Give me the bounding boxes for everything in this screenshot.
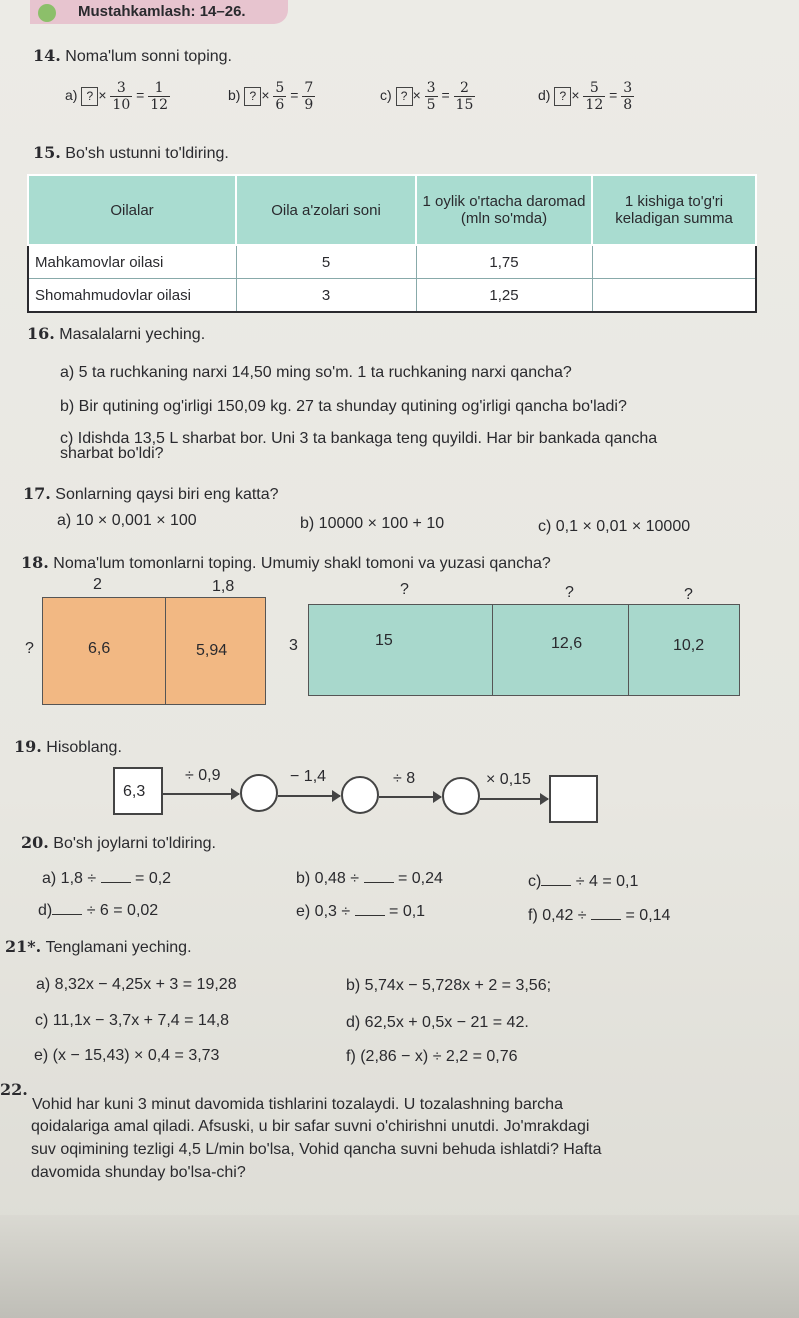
table-header: 1 kishiga to'g'ri keladigan summa bbox=[592, 175, 756, 245]
q22-line: davomida shunday bo'lsa-chi? bbox=[31, 1164, 246, 1181]
table-header: 1 oylik o'rtacha daromad (mln so'mda) bbox=[416, 175, 592, 245]
unknown-box: ? bbox=[244, 87, 261, 106]
op-label: − 1,4 bbox=[290, 768, 327, 785]
q14-number: 14. bbox=[33, 46, 61, 65]
right-top-label: ? bbox=[684, 586, 693, 603]
q14-item-d: d) ? × $\frac{5}{12}$ = $\frac{3}{8}$ bbox=[538, 80, 633, 113]
q21-c: c) 11,1x − 3,7x + 7,4 = 14,8 bbox=[35, 1012, 230, 1029]
left-top-label: 1,8 bbox=[212, 578, 235, 595]
q21-e: e) (x − 15,43) × 0,4 = 3,73 bbox=[34, 1047, 220, 1064]
page-shadow bbox=[0, 1215, 799, 1318]
q22-line: Vohid har kuni 3 minut davomida tishlarini tozalaydi. U tozalashning barcha bbox=[32, 1096, 563, 1113]
q16-heading: 16. Masalalarni yeching. bbox=[27, 324, 206, 343]
q14-item-c: c) ? × $\frac{3}{5}$ = $\frac{2}{15}$ bbox=[380, 80, 474, 113]
q20-d: d) ÷ 6 = 0,02 bbox=[38, 902, 159, 919]
q14-item-b: b) ? × $\frac{5}{6}$ = $\frac{7}{9}$ bbox=[228, 80, 314, 113]
q22-line: qoidalariga amal qiladi. Afsuski, u bir safar suvni o'chirishni unutdi. Jo'mrakdagi bbox=[31, 1118, 590, 1135]
right-top-label: ? bbox=[400, 581, 409, 598]
q21-heading: 21*. Tenglamani yeching. bbox=[5, 937, 192, 956]
right-top-label: ? bbox=[565, 584, 574, 601]
q20-a: a) 1,8 ÷ = 0,2 bbox=[42, 870, 172, 887]
q20-heading: 20. Bo'sh joylarni to'ldiring. bbox=[21, 833, 216, 852]
q21-a: a) 8,32x − 4,25x + 3 = 19,28 bbox=[36, 976, 237, 993]
table-header: Oila a'zolari soni bbox=[236, 175, 416, 245]
right-side-label: 3 bbox=[289, 637, 298, 654]
q16-c-cont: sharbat bo'ldi? bbox=[60, 445, 164, 462]
unknown-box: ? bbox=[554, 87, 571, 106]
arrow-icon bbox=[163, 793, 239, 795]
op-label: × 0,15 bbox=[486, 771, 531, 788]
unknown-box: ? bbox=[81, 87, 98, 106]
section-header bbox=[30, 0, 288, 24]
table-row: Shomahmudovlar oilasi 3 1,25 bbox=[28, 279, 756, 313]
unknown-box: ? bbox=[396, 87, 413, 106]
q17-heading: 17. Sonlarning qaysi biri eng katta? bbox=[23, 484, 279, 503]
textbook-page: Mustahkamlash: 14–26. 14. Noma'lum sonni toping. a) ? × $\frac{3}{10}$ = $\frac{1}{12}$ b) ? × $\frac{5}{6}$ = $\frac{7}{9}$ c) ? × $\frac{3}{5}$ = $\frac{2}{15}$ d) ? × $\frac{5}{12}$ = $\frac{3}{8}$ 15. Bo'sh ustunni to'ldiring. Oilalar Oila a'zolari soni 1 oylik o'rtacha daromad (mln so'mda) 1 kishiga to'g'ri keladigan summa Mahkamovlar oilasi 5 1,75 Shomahmudovlar oilasi 3 1,25 16. Masalalarni yeching. a) 5 ta ruchkaning narxi 14,50 ming so'm. 1 ta ruchkaning narxi qancha? b) Bir qutining og'irligi 150,09 kg. 27 ta shunday qutining og'irligi qancha bo'ladi? c) Idishda 13,5 L sharbat bor. Uni 3 ta bankaga teng quyildi. Har bir bankada qancha sharbat bo'ldi? 17. Sonlarning qaysi biri eng katta? a) 10 × 0,001 × 100 b) 10000 × 100 + 10 c) 0,1 × 0,01 × 10000 18. Noma'lum tomonlarni toping. Umumiy shakl tomoni va yuzasi qancha? 2 1,8 ? 6,6 5,94 ? ? ? 3 15 12,6 10,2 19. Hisoblang. 6,3 ÷ 0,9 − 1,4 ÷ 8 × 0,15 20. Bo'sh joylarni to'ldiring. a) 1,8 ÷ = 0,2 b) 0,48 ÷ = 0,24 c) ÷ 4 = 0,1 d) ÷ 6 = 0,02 e) 0,3 ÷ = 0,1 f) 0,42 ÷ = 0,14 21*. Tenglamani yeching. a) 8,32x − 4,25x + 3 = 19,28 b) 5,74x − 5,728x + 2 = 3,56; c) 11,1x − 3,7x + 7,4 = 14,8 d) 62,5x + 0,5x − 21 = 42. e) (x − 15,43) × 0,4 = 3,73 f) (2,86 − x) ÷ 2,2 = 0,76 22. Vohid har kuni 3 minut davomida tishlarini tozalaydi. U tozalashning barcha qoidalariga amal qiladi. Afsuski, u bir safar suvni o'chirishni unutdi. Jo'mrakdagi suv oqimining tezligi 4,5 L/min bo'lsa, Vohid qancha suvni behuda ishlatdi? Hafta davomida shunday bo'lsa-chi? bbox=[0, 0, 799, 1318]
table-row: Mahkamovlar oilasi 5 1,75 bbox=[28, 245, 756, 279]
q22-line: suv oqimining tezligi 4,5 L/min bo'lsa, Vohid qancha suvni behuda ishlatdi? Hafta bbox=[31, 1141, 602, 1158]
q17-b: b) 10000 × 100 + 10 bbox=[300, 515, 445, 532]
blank-circle[interactable] bbox=[341, 776, 379, 814]
q17-a: a) 10 × 0,001 × 100 bbox=[57, 512, 197, 529]
left-top-label: 2 bbox=[93, 576, 102, 593]
q22-number: 22. bbox=[0, 1080, 28, 1099]
q21-b: b) 5,74x − 5,728x + 2 = 3,56; bbox=[346, 977, 552, 994]
q19-heading: 19. Hisoblang. bbox=[14, 737, 122, 756]
q18-heading: 18. Noma'lum tomonlarni toping. Umumiy shakl tomoni va yuzasi qancha? bbox=[21, 553, 551, 572]
right-rect-1 bbox=[308, 604, 493, 696]
table-header: Oilalar bbox=[28, 175, 236, 245]
section-title: Mustahkamlash: 14–26. bbox=[78, 3, 246, 20]
q15-heading: 15. Bo'sh ustunni to'ldiring. bbox=[33, 143, 229, 162]
q21-d: d) 62,5x + 0,5x − 21 = 42. bbox=[346, 1014, 529, 1031]
q16-a: a) 5 ta ruchkaning narxi 14,50 ming so'm. 1 ta ruchkaning narxi qancha? bbox=[60, 364, 572, 381]
q14-title: Noma'lum sonni toping. bbox=[65, 48, 232, 65]
arrow-icon bbox=[278, 795, 340, 797]
q14-item-a: a) ? × $\frac{3}{10}$ = $\frac{1}{12}$ bbox=[65, 80, 169, 113]
q16-b: b) Bir qutining og'irligi 150,09 kg. 27 ta shunday qutining og'irligi qancha bo'ladi? bbox=[60, 398, 627, 415]
op-label: ÷ 0,9 bbox=[185, 767, 221, 784]
start-box: 6,3 bbox=[113, 767, 163, 815]
left-side-label: ? bbox=[25, 640, 34, 657]
blank-circle[interactable] bbox=[240, 774, 278, 812]
q20-e: e) 0,3 ÷ = 0,1 bbox=[296, 903, 426, 920]
q20-c: c) ÷ 4 = 0,1 bbox=[528, 873, 639, 890]
op-label: ÷ 8 bbox=[393, 770, 416, 787]
q15-table bbox=[27, 174, 757, 313]
q20-f: f) 0,42 ÷ = 0,14 bbox=[528, 907, 671, 924]
section-icon bbox=[38, 4, 56, 22]
arrow-icon bbox=[379, 796, 441, 798]
blank-circle[interactable] bbox=[442, 777, 480, 815]
arrow-icon bbox=[480, 798, 548, 800]
q17-c: c) 0,1 × 0,01 × 10000 bbox=[538, 518, 691, 535]
q21-f: f) (2,86 − x) ÷ 2,2 = 0,76 bbox=[346, 1048, 518, 1065]
q16-c: c) Idishda 13,5 L sharbat bor. Uni 3 ta bankaga teng quyildi. Har bir bankada qancha bbox=[60, 430, 658, 447]
q14-heading bbox=[33, 46, 232, 66]
result-box[interactable] bbox=[549, 775, 598, 823]
q20-b: b) 0,48 ÷ = 0,24 bbox=[296, 870, 443, 887]
